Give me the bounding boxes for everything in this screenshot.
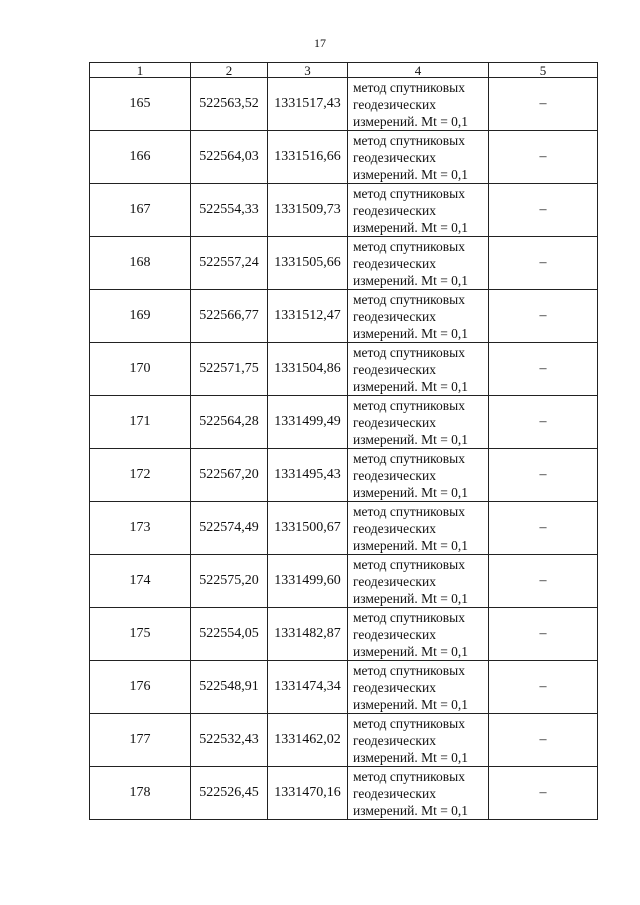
method-text-line: измерений. Mt = 0,1 [353,431,469,447]
method-text-line: измерений. Mt = 0,1 [353,537,469,553]
method-text-line: геодезических [353,202,436,218]
x-coordinate-cell: 522532,43 [191,714,268,767]
column-header-1: 1 [90,63,191,78]
y-coordinate-cell: 1331504,86 [268,343,348,396]
method-text-line: метод спутниковых [353,503,465,519]
method-text-line: геодезических [353,255,436,271]
y-coordinate-cell: 1331470,16 [268,767,348,820]
y-coordinate-cell: 1331499,60 [268,555,348,608]
method-text-line: метод спутниковых [353,397,465,413]
method-cell [348,555,489,608]
method-cell [348,237,489,290]
column-header-4: 4 [348,63,489,78]
method-cell [348,343,489,396]
table-row [90,661,598,714]
method-cell [348,449,489,502]
table-row [90,78,598,131]
method-text-line: метод спутниковых [353,344,465,360]
y-coordinate-cell: 1331462,02 [268,714,348,767]
point-number-cell: 170 [90,343,191,396]
method-text-line: геодезических [353,732,436,748]
x-coordinate-cell: 522548,91 [191,661,268,714]
x-coordinate-cell: 522554,33 [191,184,268,237]
method-text-line: геодезических [353,308,436,324]
point-number-cell: 171 [90,396,191,449]
method-text-line: геодезических [353,520,436,536]
x-coordinate-cell: 522563,52 [191,78,268,131]
method-cell [348,767,489,820]
point-number-cell: 177 [90,714,191,767]
method-cell [348,131,489,184]
method-text-line: метод спутниковых [353,768,465,784]
y-coordinate-cell: 1331516,66 [268,131,348,184]
table-header-row [90,63,598,78]
method-text-line: измерений. Mt = 0,1 [353,696,469,712]
method-text-line: метод спутниковых [353,79,465,95]
method-cell [348,78,489,131]
method-cell [348,502,489,555]
method-text-line: измерений. Mt = 0,1 [353,378,469,394]
table-row [90,184,598,237]
method-text-line: измерений. Mt = 0,1 [353,643,469,659]
method-text-line: геодезических [353,414,436,430]
table-body [90,78,598,820]
note-cell: – [489,396,598,449]
point-number-cell: 172 [90,449,191,502]
method-text-line: геодезических [353,467,436,483]
note-cell: – [489,555,598,608]
method-text-line: геодезических [353,361,436,377]
table-row [90,396,598,449]
method-text-line: измерений. Mt = 0,1 [353,749,469,765]
method-text-line: измерений. Mt = 0,1 [353,166,469,182]
y-coordinate-cell: 1331474,34 [268,661,348,714]
table-row [90,290,598,343]
x-coordinate-cell: 522526,45 [191,767,268,820]
x-coordinate-cell: 522567,20 [191,449,268,502]
method-text-line: геодезических [353,626,436,642]
x-coordinate-cell: 522574,49 [191,502,268,555]
note-cell: – [489,449,598,502]
method-text-line: измерений. Mt = 0,1 [353,219,469,235]
method-cell [348,184,489,237]
x-coordinate-cell: 522571,75 [191,343,268,396]
method-text-line: измерений. Mt = 0,1 [353,590,469,606]
note-cell: – [489,78,598,131]
note-cell: – [489,661,598,714]
y-coordinate-cell: 1331505,66 [268,237,348,290]
point-number-cell: 168 [90,237,191,290]
x-coordinate-cell: 522566,77 [191,290,268,343]
column-header-5: 5 [489,63,598,78]
y-coordinate-cell: 1331500,67 [268,502,348,555]
method-text-line: геодезических [353,573,436,589]
table-row [90,555,598,608]
y-coordinate-cell: 1331512,47 [268,290,348,343]
point-number-cell: 169 [90,290,191,343]
note-cell: – [489,767,598,820]
note-cell: – [489,131,598,184]
column-header-2: 2 [191,63,268,78]
method-text-line: геодезических [353,96,436,112]
x-coordinate-cell: 522575,20 [191,555,268,608]
method-cell [348,290,489,343]
table-row [90,343,598,396]
y-coordinate-cell: 1331509,73 [268,184,348,237]
note-cell: – [489,343,598,396]
point-number-cell: 175 [90,608,191,661]
method-text-line: метод спутниковых [353,185,465,201]
table-row [90,449,598,502]
point-number-cell: 174 [90,555,191,608]
method-text-line: метод спутниковых [353,450,465,466]
x-coordinate-cell: 522557,24 [191,237,268,290]
x-coordinate-cell: 522564,28 [191,396,268,449]
y-coordinate-cell: 1331499,49 [268,396,348,449]
method-cell [348,714,489,767]
point-number-cell: 167 [90,184,191,237]
method-text-line: измерений. Mt = 0,1 [353,325,469,341]
method-text-line: метод спутниковых [353,715,465,731]
note-cell: – [489,184,598,237]
method-text-line: измерений. Mt = 0,1 [353,484,469,500]
coordinates-table [89,62,598,820]
table-row [90,237,598,290]
method-text-line: геодезических [353,785,436,801]
table-row [90,767,598,820]
table-row [90,502,598,555]
note-cell: – [489,290,598,343]
method-text-line: метод спутниковых [353,556,465,572]
table-row [90,714,598,767]
method-text-line: измерений. Mt = 0,1 [353,113,469,129]
point-number-cell: 166 [90,131,191,184]
table-row [90,131,598,184]
point-number-cell: 178 [90,767,191,820]
method-cell [348,396,489,449]
method-text-line: метод спутниковых [353,662,465,678]
method-text-line: метод спутниковых [353,132,465,148]
note-cell: – [489,237,598,290]
method-text-line: измерений. Mt = 0,1 [353,802,469,818]
method-text-line: метод спутниковых [353,291,465,307]
y-coordinate-cell: 1331482,87 [268,608,348,661]
note-cell: – [489,502,598,555]
point-number-cell: 173 [90,502,191,555]
method-text-line: геодезических [353,149,436,165]
x-coordinate-cell: 522564,03 [191,131,268,184]
x-coordinate-cell: 522554,05 [191,608,268,661]
point-number-cell: 165 [90,78,191,131]
method-cell [348,661,489,714]
note-cell: – [489,608,598,661]
y-coordinate-cell: 1331517,43 [268,78,348,131]
note-cell: – [489,714,598,767]
y-coordinate-cell: 1331495,43 [268,449,348,502]
method-text-line: метод спутниковых [353,609,465,625]
method-text-line: измерений. Mt = 0,1 [353,272,469,288]
table-row [90,608,598,661]
column-header-3: 3 [268,63,348,78]
method-text-line: метод спутниковых [353,238,465,254]
method-cell [348,608,489,661]
method-text-line: геодезических [353,679,436,695]
page-number: 17 [314,36,326,50]
point-number-cell: 176 [90,661,191,714]
